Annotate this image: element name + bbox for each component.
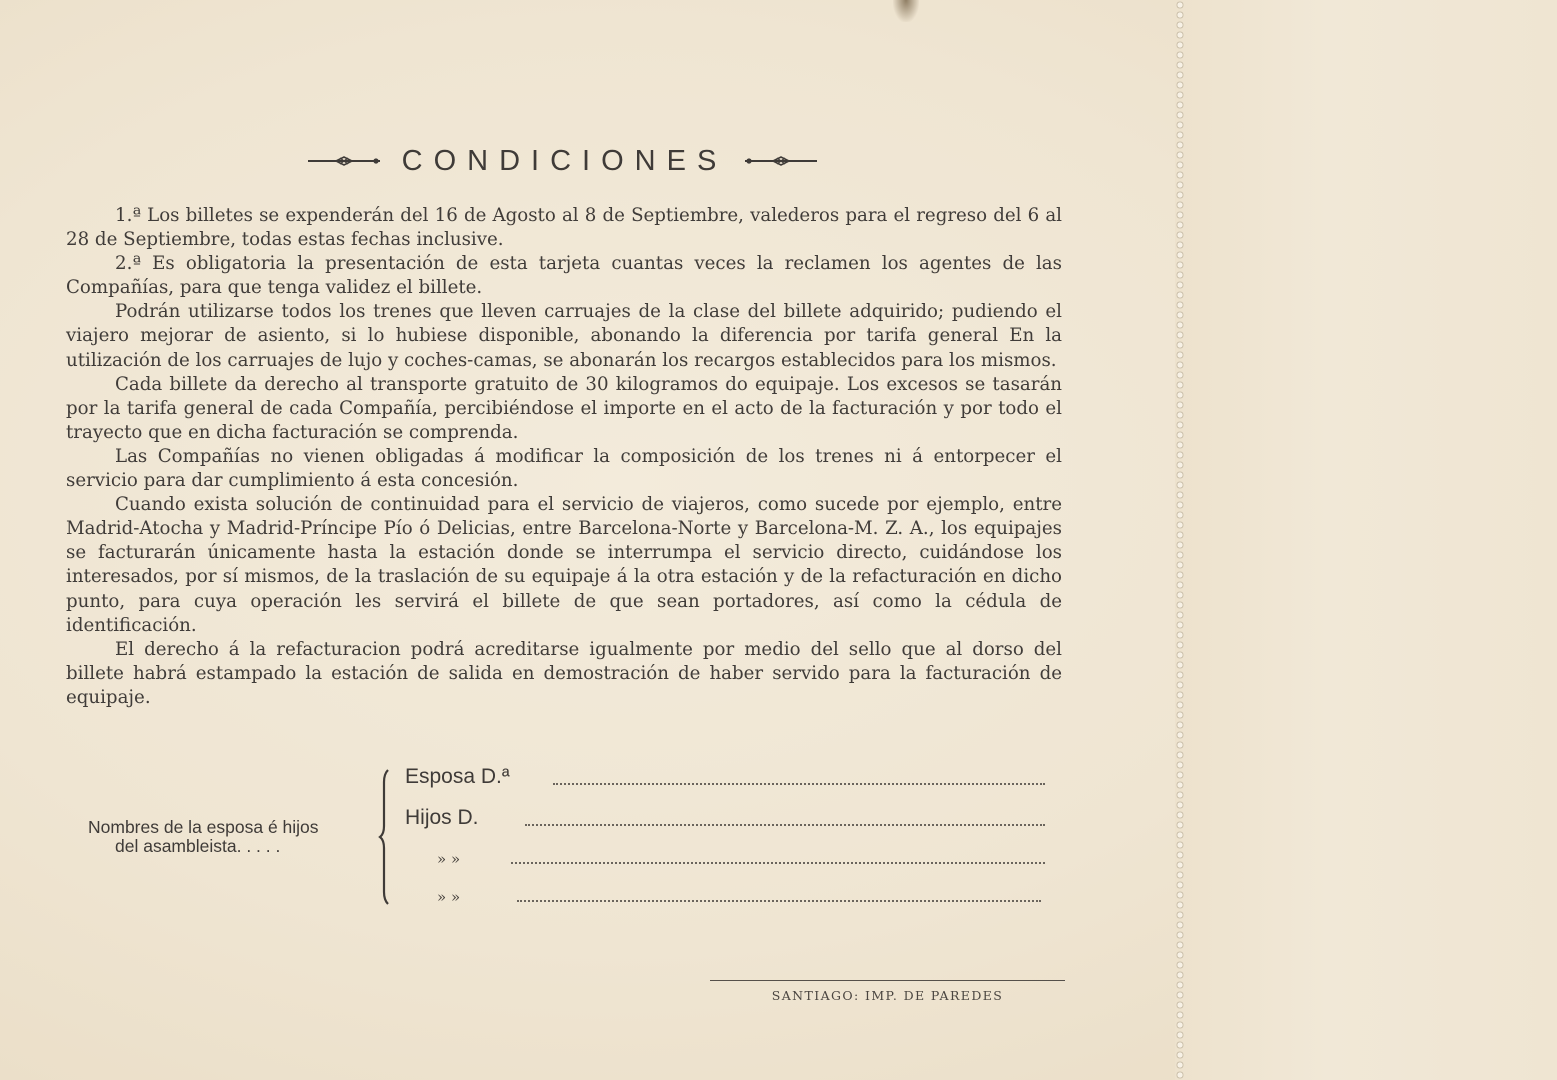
names-label: [88, 818, 378, 856]
wife-name-field[interactable]: [405, 763, 1045, 789]
ditto-mark-1: » »: [437, 850, 461, 868]
printer-imprint: SANTIAGO: IMP. DE PAREDES: [771, 988, 1004, 1003]
child-dotted-line-2: [511, 862, 1045, 864]
child-name-field-3[interactable]: [437, 880, 1045, 906]
child-name-field-2[interactable]: [437, 842, 1045, 868]
perforation-line: [1174, 0, 1186, 1080]
paper-stain: [893, 0, 919, 22]
curly-brace-icon: [376, 768, 398, 906]
right-ornament-icon: [743, 154, 819, 168]
wife-label: Esposa D.ª: [405, 765, 510, 788]
condition-paragraph-4: Cada billete da derecho al transporte gratuito de 30 kilogramos do equipaje. Los excesos se tasarán por la tarifa general de cada Compañía, percibiéndose el importe en el acto de la facturación y por todo el trayecto que en dicha facturación se comprenda.: [66, 373, 1062, 443]
printer-rule: [710, 980, 1065, 981]
page-title: CONDICIONES: [401, 144, 728, 177]
condition-paragraph-7: El derecho á la refacturacion podrá acreditarse igualmente por medio del sello que al dorso del billete habrá estampado la estación de salida en demostración de haber servido para la facturación de equipaje.: [66, 638, 1062, 708]
child-dotted-line-1: [525, 824, 1045, 826]
ticket-stub: [1175, 0, 1557, 1080]
child-dotted-line-3: [517, 900, 1041, 902]
conditions-text: [66, 204, 1062, 710]
left-ornament-icon: [306, 154, 382, 168]
names-label-line-2: del asambleista. . . . .: [115, 836, 281, 856]
condition-paragraph-3: Podrán utilizarse todos los trenes que lleven carruajes de la clase del billete adquirido; pudiendo el viajero mejorar de asiento, si lo hubiese disponible, abonando la diferencia por tarifa general En la utilización de los carruajes de lujo y coches-camas, se abonarán los recargos establecidos para los mismos.: [66, 301, 1062, 371]
wife-dotted-line: [553, 783, 1045, 785]
conditions-title: [270, 140, 855, 182]
child-name-field-1[interactable]: [405, 804, 1045, 830]
condition-paragraph-1: 1.ª Los billetes se expenderán del 16 de Agosto al 8 de Septiembre, valederos para el regreso del 6 al 28 de Septiembre, todas estas fechas inclusive.: [66, 205, 1062, 251]
children-label: Hijos D.: [405, 806, 479, 829]
names-label-line-1: Nombres de la esposa é hijos: [88, 817, 319, 837]
condition-paragraph-6: Cuando exista solución de continuidad para el servicio de viajeros, como sucede por ejemplo, entre Madrid-Atocha y Madrid-Príncipe Pío ó Delicias, entre Barcelona-Norte y Barcelona-M. Z. A., los equipajes se facturarán únicamente hasta la estación donde se interrumpa el servicio directo, cuidándose los interesados, por sí mismos, de la traslación de su equipaje á la otra estación y de la refacturación en dicho punto, para cuya operación les servirá el billete de que sean portadores, así como la cédula de identificación.: [66, 494, 1062, 636]
condition-paragraph-2: 2.ª Es obligatoria la presentación de esta tarjeta cuantas veces la reclamen los agentes de las Compañías, para que tenga validez el billete.: [66, 253, 1062, 299]
ditto-mark-2: » »: [437, 888, 461, 906]
condition-paragraph-5: Las Compañías no vienen obligadas á modificar la composición de los trenes ni á entorpecer el servicio para dar cumplimiento á esta concesión.: [66, 445, 1062, 492]
